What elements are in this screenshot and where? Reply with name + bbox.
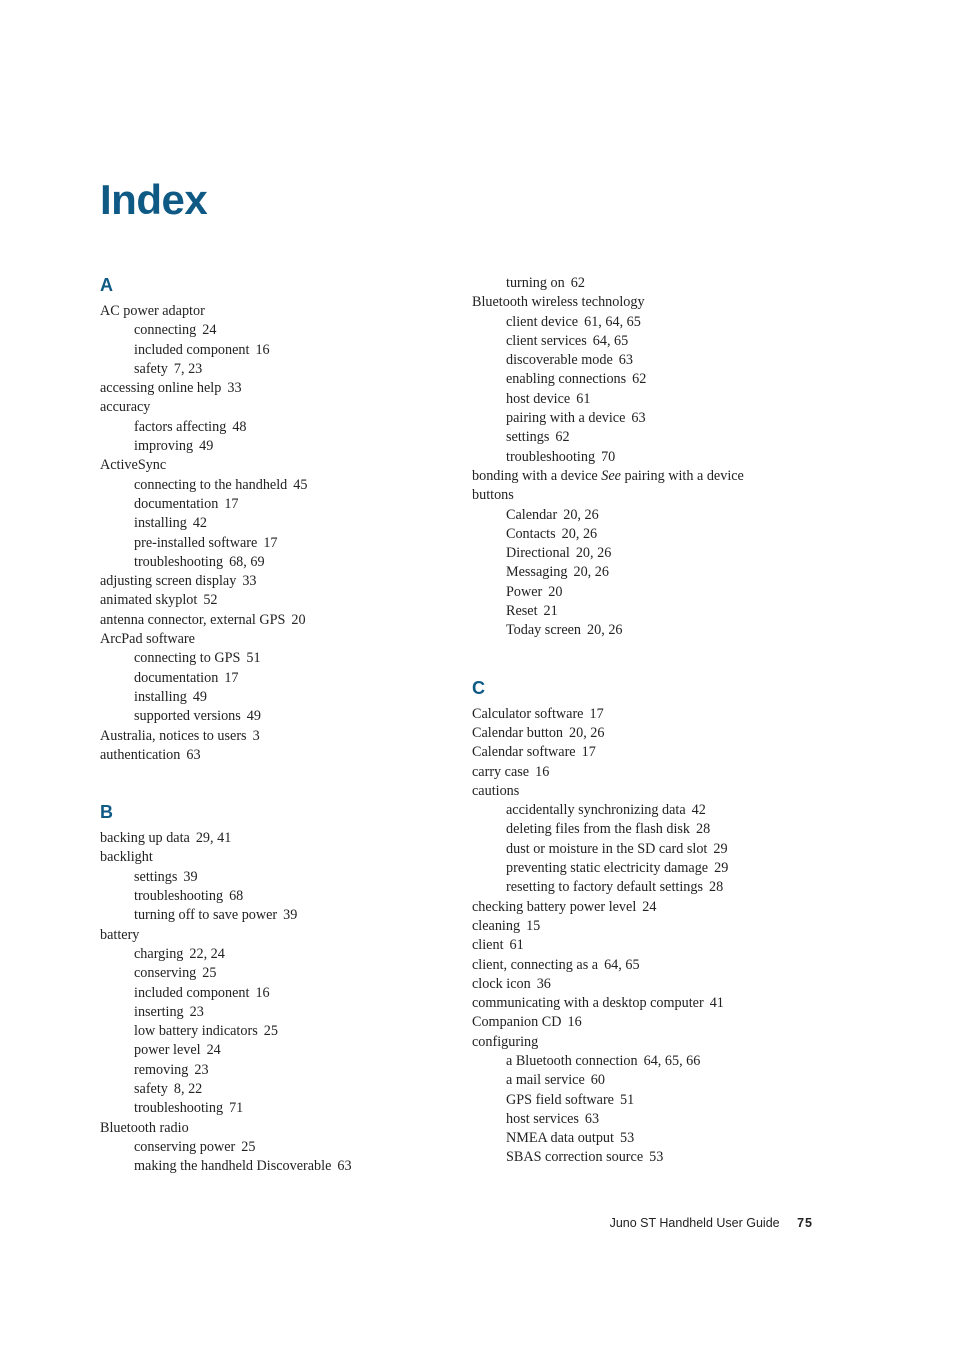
entry-term: documentation [134,669,219,686]
index-subentry-turning-off-to-save-power [100,906,460,925]
page-number: 75 [797,1216,813,1230]
entry-pages: 25 [241,1138,256,1155]
index-subentry-troubleshooting [100,887,460,906]
entry-pages: 45 [293,476,308,493]
index-subentry-charging [100,945,460,964]
entry-pages: 63 [337,1158,352,1175]
entry-term: SBAS correction source [506,1149,644,1166]
entry-term: settings [134,868,178,885]
entry-pages: 39 [283,907,298,924]
index-subentry-documentation [100,495,460,514]
entry-pages: 17 [263,534,278,551]
index-subentry-gps-field-software [472,1091,832,1110]
index-entry-adjusting-screen-display [100,572,460,591]
entry-term: Calendar software [472,744,576,761]
index-entry-australia-notices-to-users [100,727,460,746]
index-subentry-today-screen [472,621,832,640]
entry-term: pairing with a device [506,410,626,427]
entry-pages: 63 [618,352,633,369]
entry-term: clock icon [472,975,531,992]
entry-term: communicating with a desktop computer [472,995,704,1012]
entry-pages: 20, 26 [563,506,599,523]
guide-title: Juno ST Handheld User Guide [609,1216,780,1230]
entry-term: Bluetooth radio [100,1119,189,1136]
entry-pages: 36 [536,975,551,992]
entry-term: AC power adaptor [100,303,205,319]
index-subentry-pairing-with-a-device [472,409,832,428]
index-subentry-directional [472,544,832,563]
entry-term: accessing online help [100,380,222,397]
entry-pages: 51 [246,650,261,667]
entry-term: power level [134,1042,201,1059]
entry-term: Directional [506,545,570,562]
entry-term: charging [134,945,184,962]
entry-term: client [472,937,504,954]
index-subentry-troubleshooting [472,448,832,467]
entry-pages: 68, 69 [229,553,265,570]
page-title: Index [100,176,208,223]
index-entry-accuracy [100,398,460,417]
entry-term: battery [100,926,140,943]
index-entry-antenna-connector-external-gps [100,611,460,630]
index-subentry-pre-installed-software [100,534,460,553]
index-subentry-client-services [472,332,832,351]
entry-pages: 62 [570,275,585,291]
entry-term: conserving power [134,1138,236,1155]
see-target: pairing with a device [624,467,744,484]
entry-pages: 49 [192,688,207,705]
index-subentry-conserving [100,964,460,983]
entry-pages: 53 [649,1149,664,1166]
entry-pages: 51 [619,1091,635,1108]
entry-term: Calendar button [472,724,564,741]
entry-pages: 25 [263,1023,278,1040]
entry-term: connecting to the handheld [134,476,288,493]
entry-term: deleting files from the flash disk [506,821,691,838]
entry-term: authentication [100,746,181,763]
index-subentry-installing [100,688,460,707]
entry-pages: 29 [714,860,729,877]
entry-term: bonding with a device [472,467,598,484]
entry-pages: 61 [576,390,591,407]
entry-term: settings [506,429,550,446]
index-entry-backing-up-data [100,829,460,848]
index-entry-cautions [472,782,832,801]
index-entry-carry-case [472,763,832,782]
entry-term: low battery indicators [134,1023,258,1040]
entry-pages: 61 [509,937,524,954]
entry-term: cautions [472,782,520,799]
page-footer [610,1216,813,1230]
index-subentry-safety [100,1080,460,1099]
entry-pages: 7, 23 [173,360,203,377]
index-entry-arcpad-software [100,630,460,649]
index-entry-clock-icon [472,975,832,994]
entry-term: Australia, notices to users [100,727,247,744]
entry-pages: 68 [229,888,244,905]
index-entry-bluetooth-wireless-technology [472,293,832,312]
entry-term: client, connecting as a [472,956,599,973]
entry-pages: 42 [691,802,706,819]
entry-pages: 16 [255,341,270,358]
index-entry-calendar-software [472,743,832,762]
index-entry-buttons [472,486,832,505]
entry-term: conserving [134,965,197,982]
index-entry-animated-skyplot [100,591,460,610]
entry-pages: 61, 64, 65 [584,313,641,330]
entry-term: enabling connections [506,371,627,388]
entry-term: safety [134,360,168,377]
entry-pages: 71 [229,1100,244,1117]
entry-pages: 20, 26 [569,724,605,741]
index-subentry-settings [100,868,460,887]
entry-pages: 17 [581,744,596,761]
section-letter: A [100,275,113,295]
index-entry-battery [100,926,460,945]
entry-term: included component [134,341,250,358]
index-entry-bluetooth-radio [100,1119,460,1138]
entry-term: troubleshooting [506,448,596,465]
entry-term: backing up data [100,830,190,847]
entry-term: ArcPad software [100,631,195,648]
entry-pages: 16 [535,763,550,780]
entry-term: Bluetooth wireless technology [472,294,645,311]
entry-term: removing [134,1061,189,1078]
index-subentry-connecting-to-gps [100,649,460,668]
entry-pages: 23 [194,1061,209,1078]
entry-pages: 33 [242,573,257,590]
index-entry-backlight [100,848,460,867]
index-subentry-connecting [100,321,460,340]
entry-pages: 62 [632,371,647,388]
index-subentry-turning-on [472,274,832,293]
index-subentry-improving [100,437,460,456]
entry-pages: 39 [183,868,198,885]
index-subentry-preventing-static-electricity-damage [472,859,832,878]
entry-pages: 41 [709,995,724,1012]
index-subentry-settings [472,428,832,447]
index-entry-ac-power-adaptor [100,302,460,321]
index-subentry-discoverable-mode [472,351,832,370]
index-entry-calculator-software [472,705,832,724]
entry-term: Calculator software [472,705,584,722]
entry-pages: 16 [567,1014,582,1031]
entry-term: backlight [100,849,153,866]
entry-pages: 16 [255,984,270,1001]
entry-term: adjusting screen display [100,573,237,590]
index-entry-checking-battery-power-level [472,898,832,917]
index-entry-companion-cd [472,1013,832,1032]
index-subentry-documentation [100,669,460,688]
entry-pages: 21 [543,603,558,620]
entry-pages: 28 [709,879,724,896]
index-subentry-deleting-files-from-the-flash-disk [472,820,832,839]
entry-term: troubleshooting [134,1100,224,1117]
index-subentry-power [472,583,832,602]
index-subentry-installing [100,514,460,533]
entry-term: dust or moisture in the SD card slot [506,840,708,857]
entry-term: troubleshooting [134,888,224,905]
entry-term: troubleshooting [134,553,224,570]
entry-term: Power [506,583,543,600]
index-subentry-calendar [472,506,832,525]
index-entry-communicating-with-a-desktop-computer [472,994,832,1013]
entry-term: making the handheld Discoverable [134,1158,332,1175]
entry-pages: 17 [224,495,239,512]
entry-pages: 24 [642,898,657,915]
entry-pages: 53 [619,1130,635,1147]
index-subentry-resetting-to-factory-default-settings [472,878,832,897]
entry-term: installing [134,688,187,705]
entry-pages: 17 [224,669,239,686]
index-entry-authentication [100,746,460,765]
entry-pages: 64, 65, 66 [643,1052,701,1069]
entry-pages: 20, 26 [561,525,598,542]
index-entry-bonding-with-a-device [472,467,832,486]
entry-term: carry case [472,763,530,780]
index-subentry-connecting-to-the-handheld [100,476,460,495]
entry-pages: 63 [584,1110,600,1127]
index-subentry-included-component [100,984,460,1003]
entry-pages: 23 [189,1003,204,1020]
index-subentry-a-bluetooth-connection [472,1052,832,1071]
entry-pages: 52 [203,592,218,609]
index-subentry-a-mail-service [472,1071,832,1090]
index-subentry-inserting [100,1003,460,1022]
index-entry-accessing-online-help [100,379,460,398]
entry-term: animated skyplot [100,592,198,609]
entry-pages: 24 [202,322,217,339]
index-entry-client-connecting-as-a [472,956,832,975]
index-subentry-included-component [100,341,460,360]
entry-term: discoverable mode [506,352,613,369]
index-subentry-host-services [472,1110,832,1129]
index-subentry-reset [472,602,832,621]
entry-pages: 22, 24 [189,945,225,962]
entry-term: documentation [134,495,219,512]
entry-pages: 20, 26 [575,545,612,562]
index-subentry-safety [100,360,460,379]
entry-pages: 17 [589,705,604,722]
entry-term: Companion CD [472,1014,562,1031]
entry-pages: 49 [199,438,214,455]
entry-pages: 20, 26 [587,622,623,639]
entry-term: checking battery power level [472,898,637,915]
entry-term: client services [506,332,587,349]
entry-term: Messaging [506,564,568,581]
entry-term: a Bluetooth connection [506,1052,638,1069]
entry-term: configuring [472,1033,539,1050]
index-column-right [472,274,832,1168]
index-section-b [100,801,460,1176]
index-subentry-nmea-data-output [472,1129,832,1148]
entry-term: host device [506,390,571,407]
index-subentry-contacts [472,525,832,544]
entry-term: Reset [506,603,538,620]
entry-term: connecting to GPS [134,650,241,667]
entry-pages: 20 [548,583,563,600]
entry-pages: 20, 26 [573,564,609,581]
entry-term: pre-installed software [134,534,258,551]
entry-pages: 42 [192,515,207,532]
index-subentry-removing [100,1061,460,1080]
entry-pages: 49 [246,708,261,725]
index-subentry-dust-or-moisture-in-the-sd-card-slot [472,840,832,859]
index-section-continued [472,274,832,641]
see-reference: See [601,467,621,484]
entry-term: Contacts [506,525,556,542]
entry-term: ActiveSync [100,457,167,474]
entry-term: turning off to save power [134,907,278,924]
index-subentry-sbas-correction-source [472,1148,832,1167]
index-subentry-host-device [472,390,832,409]
entry-pages: 8, 22 [173,1080,203,1097]
entry-term: a mail service [506,1072,585,1089]
entry-term: buttons [472,487,514,504]
entry-pages: 60 [590,1072,605,1089]
entry-pages: 24 [206,1042,221,1059]
index-subentry-troubleshooting [100,1099,460,1118]
index-column-left [100,274,460,1176]
entry-term: antenna connector, external GPS [100,611,286,628]
entry-term: turning on [506,275,565,291]
index-entry-cleaning [472,917,832,936]
index-entry-activesync [100,456,460,475]
index-entry-calendar-button [472,724,832,743]
entry-term: Today screen [506,622,582,639]
index-subentry-factors-affecting [100,418,460,437]
index-subentry-power-level [100,1041,460,1060]
entry-pages: 28 [696,821,711,838]
index-subentry-supported-versions [100,707,460,726]
entry-term: improving [134,438,194,455]
entry-pages: 20 [291,611,306,628]
index-subentry-messaging [472,563,832,582]
entry-pages: 33 [227,380,242,397]
entry-term: inserting [134,1003,184,1020]
entry-term: included component [134,984,250,1001]
entry-pages: 70 [601,448,616,465]
entry-term: resetting to factory default settings [506,879,703,896]
entry-pages: 63 [631,410,646,427]
index-subentry-accidentally-synchronizing-data [472,801,832,820]
index-subentry-enabling-connections [472,370,832,389]
section-letter: C [472,677,485,698]
entry-term: safety [134,1080,168,1097]
entry-pages: 64, 65 [604,956,640,973]
index-subentry-making-the-handheld-discoverable [100,1157,460,1176]
entry-term: accidentally synchronizing data [506,802,686,819]
index-subentry-client-device [472,313,832,332]
entry-pages: 64, 65 [592,332,629,349]
index-subentry-troubleshooting [100,553,460,572]
entry-pages: 29 [713,840,728,857]
index-subentry-low-battery-indicators [100,1022,460,1041]
section-letter: B [100,802,113,823]
entry-term: supported versions [134,708,241,725]
entry-term: preventing static electricity damage [506,860,709,877]
entry-term: factors affecting [134,418,227,435]
entry-term: host services [506,1110,579,1127]
entry-pages: 62 [555,429,570,446]
entry-term: cleaning [472,917,521,934]
entry-term: accuracy [100,399,151,416]
entry-pages: 63 [186,746,201,763]
entry-term: client device [506,313,579,330]
index-entry-client [472,936,832,955]
entry-pages: 25 [202,965,217,982]
index-section-c [472,677,832,1168]
entry-pages: 48 [232,418,247,435]
entry-term: installing [134,515,187,532]
index-entry-configuring [472,1033,832,1052]
entry-term: Calendar [506,506,558,523]
entry-pages: 29, 41 [195,830,232,847]
entry-pages: 3 [252,727,260,744]
entry-term: connecting [134,322,197,339]
index-section-a [100,274,460,765]
index-subentry-conserving-power [100,1138,460,1157]
entry-pages: 15 [526,917,541,934]
entry-term: NMEA data output [506,1130,614,1147]
entry-term: GPS field software [506,1091,614,1108]
